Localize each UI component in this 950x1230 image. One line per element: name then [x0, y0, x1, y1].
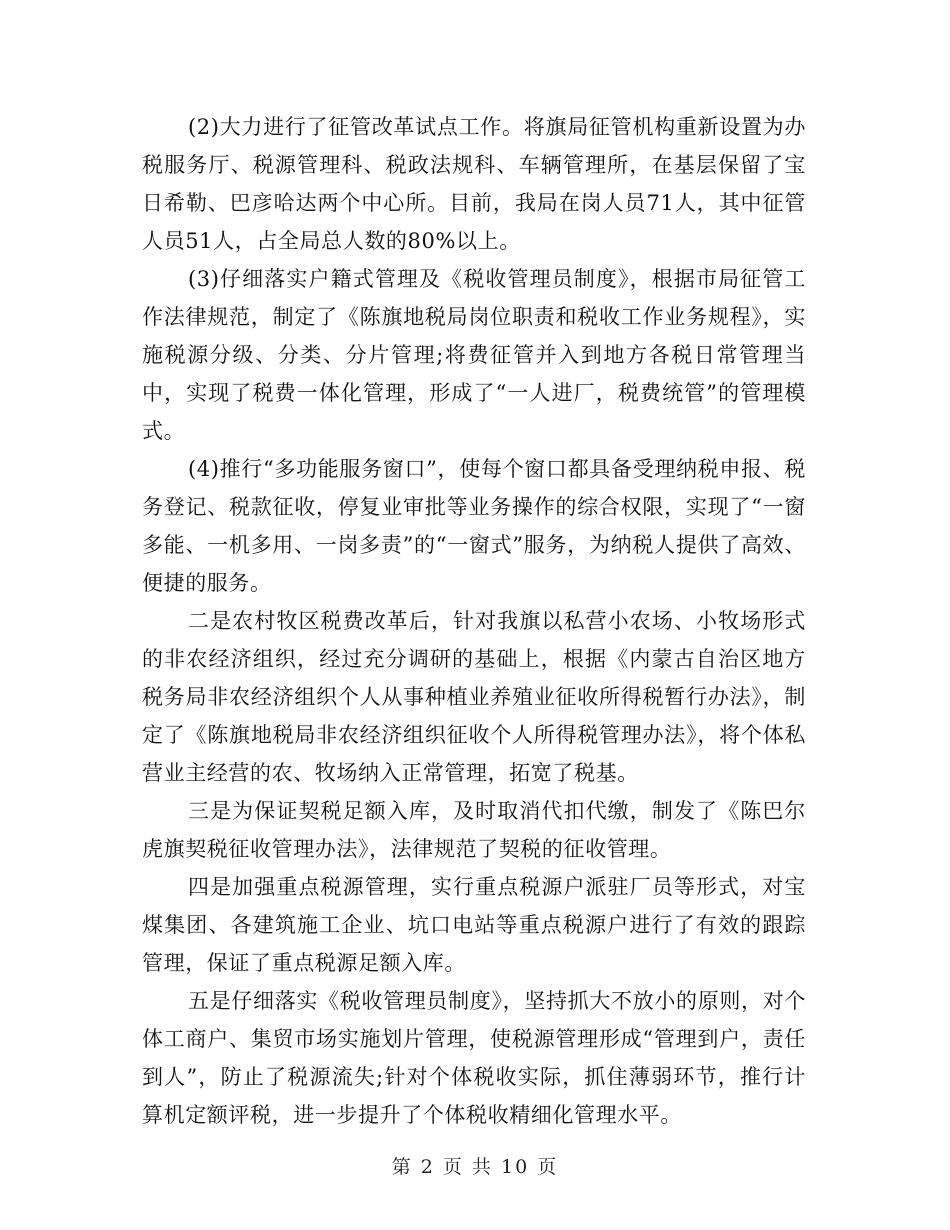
paragraph-rural-reform: 二是农村牧区税费改革后，针对我旗以私营小农场、小牧场形式的非农经济组织，经过充分调研的基础上，根据《内蒙古自治区地方税务局非农经济组织个人从事种植业养殖业征收所得税暂行办法》，制定了《陈旗地税局非农经济组织征收个人所得税管理办法》，将个体私营业主经营的农、牧场纳入正常管理，拓宽了税基。 — [142, 609, 806, 785]
paragraph-tax-administrator-system: 五是仔细落实《税收管理员制度》，坚持抓大不放小的原则，对个体工商户、集贸市场实施划片管理，使税源管理形成“管理到户，责任到人”，防止了税源流失;针对个体税收实际，抓住薄弱环节，推行计算机定额评税，进一步提升了个体税收精细化管理水平。 — [142, 989, 806, 1127]
paragraph-service-window: (4)推行“多功能服务窗口”，使每个窗口都具备受理纳税申报、税务登记、税款征收，停复业审批等业务操作的综合权限，实现了“一窗多能、一机多用、一岗多责”的“一窗式”服务，为纳税人提供了高效、便捷的服务。 — [142, 457, 806, 595]
paragraph-key-tax-sources: 四是加强重点税源管理，实行重点税源户派驻厂员等形式，对宝煤集团、各建筑施工企业、坑口电站等重点税源户进行了有效的跟踪管理，保证了重点税源足额入库。 — [142, 875, 806, 975]
document-body — [142, 108, 806, 1134]
paragraph-deed-tax: 三是为保证契税足额入库，及时取消代扣代缴，制发了《陈巴尔虎旗契税征收管理办法》，法律规范了契税的征收管理。 — [142, 799, 806, 861]
paragraph-household-management: (3)仔细落实户籍式管理及《税收管理员制度》，根据市局征管工作法律规范，制定了《陈旗地税局岗位职责和税收工作业务规程》，实施税源分级、分类、分片管理;将费征管并入到地方各税日常管理当中，实现了税费一体化管理，形成了“一人进厂，税费统管”的管理模式。 — [142, 267, 806, 443]
page-number-footer: 第 2 页 共 10 页 — [391, 1156, 559, 1178]
paragraph-reform-pilot: (2)大力进行了征管改革试点工作。将旗局征管机构重新设置为办税服务厅、税源管理科、税政法规科、车辆管理所，在基层保留了宝日希勒、巴彦哈达两个中心所。目前，我局在岗人员71人，其中征管人员51人，占全局总人数的80%以上。 — [142, 115, 806, 253]
